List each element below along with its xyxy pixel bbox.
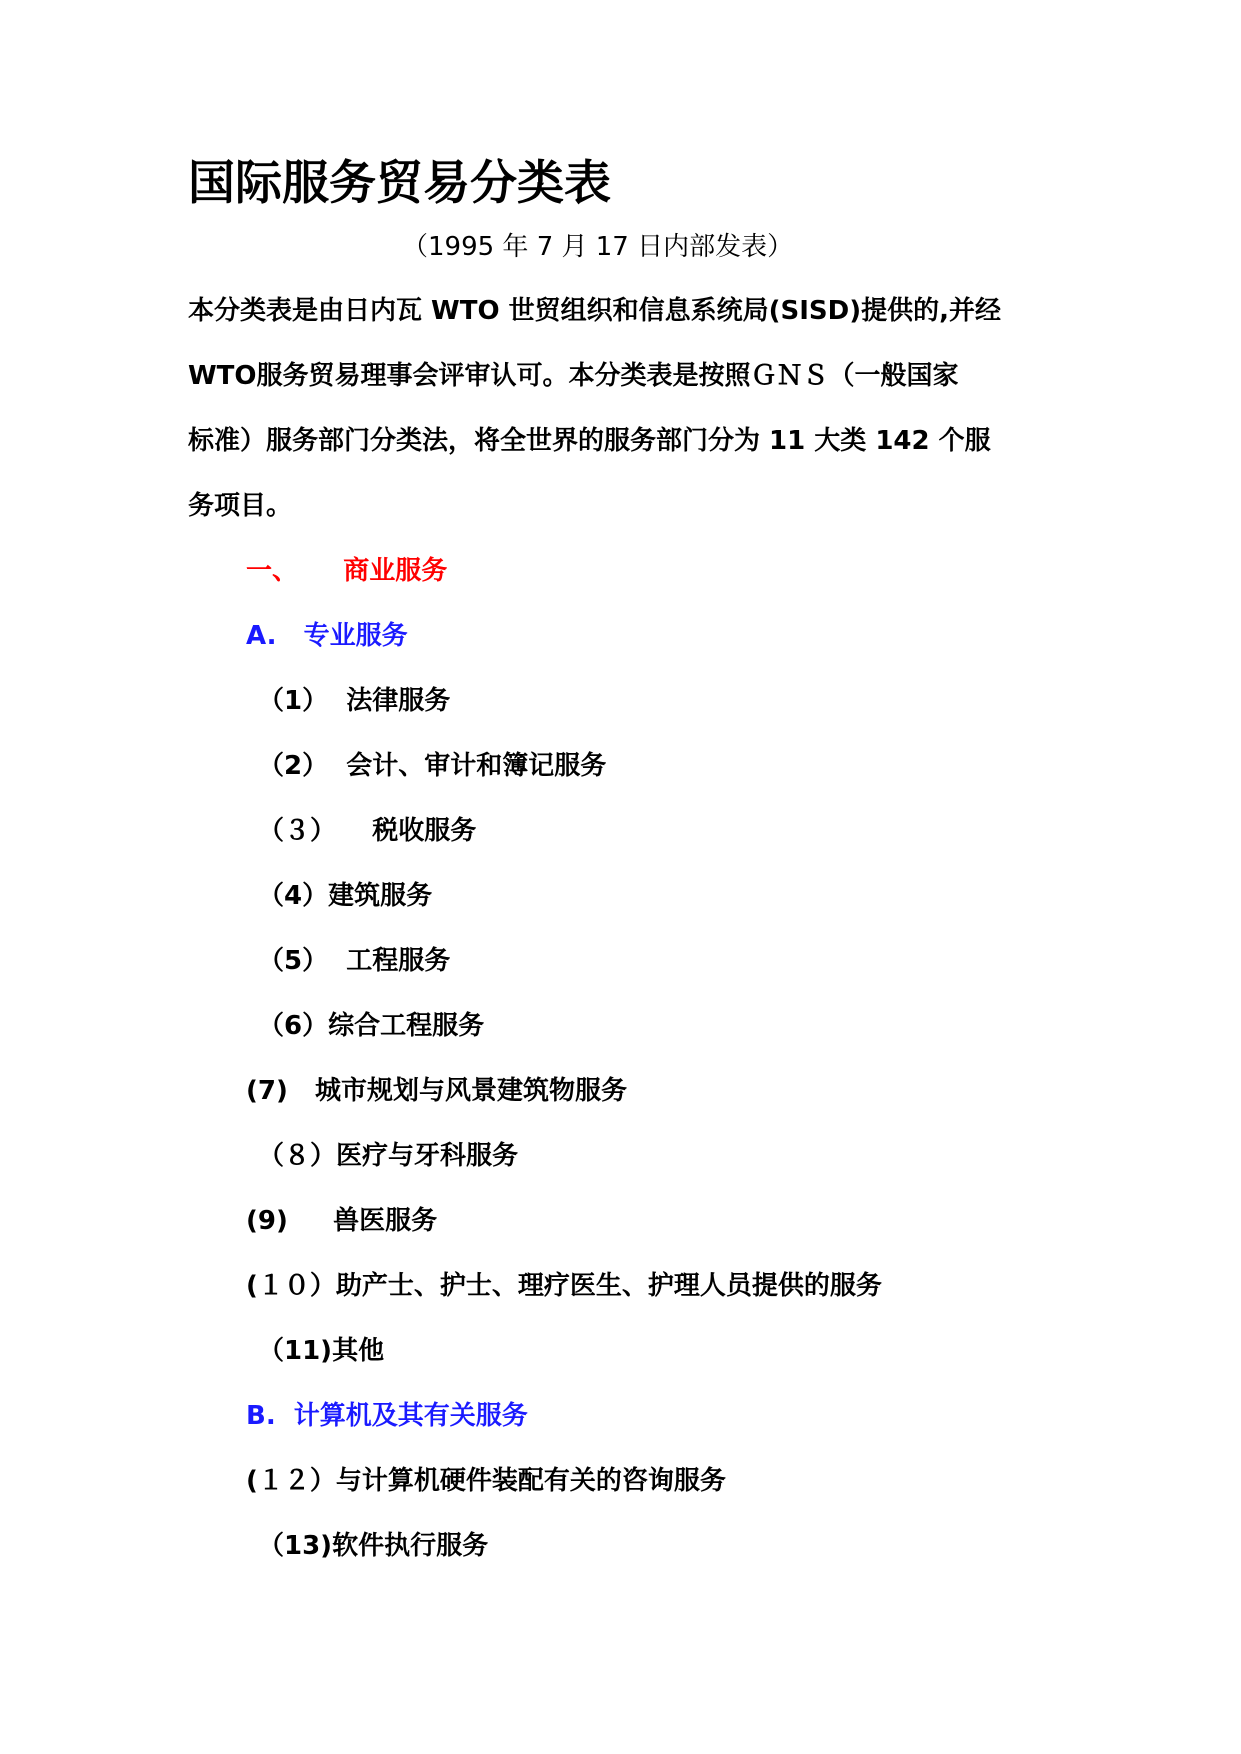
list-item: （３） 税收服务 [258, 816, 477, 846]
list-item: (１０）助产士、护士、理疗医生、护理人员提供的服务 [246, 1271, 882, 1301]
intro-line: 务项目。 [188, 491, 293, 521]
intro-line: WTO服务贸易理事会评审认可。本分类表是按照ＧＮＳ（一般国家 [188, 361, 959, 391]
subsection-heading: A. 专业服务 [246, 621, 408, 651]
list-item: （13)软件执行服务 [258, 1531, 489, 1561]
list-item: （5） 工程服务 [258, 946, 451, 976]
intro-line: 本分类表是由日内瓦 WTO 世贸组织和信息系统局(SISD)提供的,并经 [188, 296, 1001, 326]
subsection-heading: B. 计算机及其有关服务 [246, 1401, 528, 1431]
list-item: （11)其他 [258, 1336, 385, 1366]
list-item: （6）综合工程服务 [258, 1011, 485, 1041]
intro-line: 标准）服务部门分类法，将全世界的服务部门分为 11 大类 142 个服 [188, 426, 991, 456]
list-item: (9) 兽医服务 [246, 1206, 438, 1236]
page-subtitle: （1995 年 7 月 17 日内部发表） [402, 232, 794, 262]
list-item: （4）建筑服务 [258, 881, 433, 911]
page-title: 国际服务贸易分类表 [188, 156, 611, 211]
list-item: (１２）与计算机硬件装配有关的咨询服务 [246, 1466, 726, 1496]
list-item: （８）医疗与牙科服务 [258, 1141, 519, 1171]
list-item: (7) 城市规划与风景建筑物服务 [246, 1076, 628, 1106]
list-item: （1） 法律服务 [258, 686, 451, 716]
list-item: （2） 会计、审计和簿记服务 [258, 751, 607, 781]
section-heading: 一、 商业服务 [246, 556, 448, 586]
